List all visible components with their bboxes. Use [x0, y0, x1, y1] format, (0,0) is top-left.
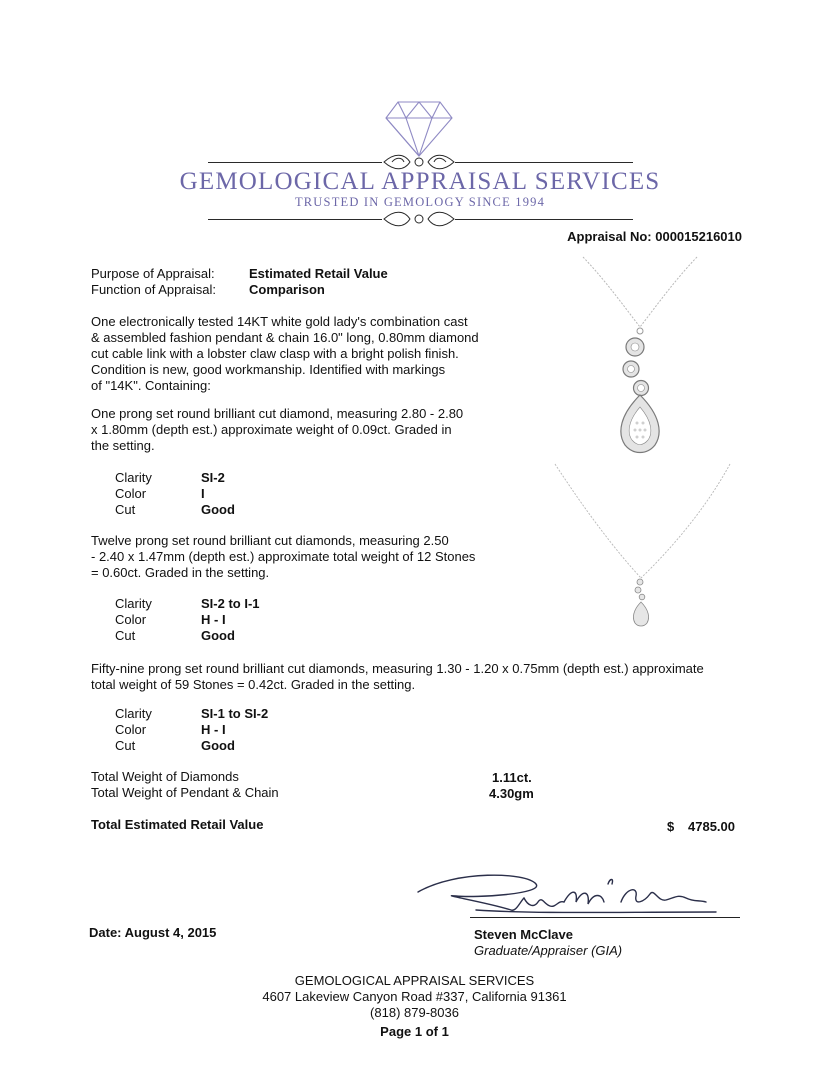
- total-pendant-value: 4.30gm: [489, 786, 534, 801]
- clarity-label: Clarity: [115, 706, 152, 721]
- description-line: of "14K". Containing:: [91, 378, 211, 393]
- header-rule-bottom-right: [455, 219, 633, 220]
- ornament-flourish-icon: [380, 208, 458, 230]
- cut-label: Cut: [115, 502, 136, 517]
- company-name: GEMOLOGICAL APPRAISAL SERVICES: [179, 168, 661, 195]
- footer-company: GEMOLOGICAL APPRAISAL SERVICES: [294, 973, 535, 988]
- color-label: Color: [115, 486, 147, 501]
- description-line: One electronically tested 14KT white gold lady's combination cast: [91, 314, 468, 329]
- purpose-label: Purpose of Appraisal:: [91, 266, 215, 281]
- cut-value: Good: [201, 738, 235, 753]
- clarity-value: SI-1 to SI-2: [201, 706, 269, 721]
- cut-value: Good: [201, 502, 235, 517]
- company-tagline: TRUSTED IN GEMOLOGY SINCE 1994: [294, 195, 546, 209]
- color-value: H - I: [201, 722, 226, 737]
- footer-phone: (818) 879-8036: [370, 1005, 459, 1020]
- header-rule-bottom-left: [208, 219, 382, 220]
- description-line: the setting.: [91, 438, 155, 453]
- description-line: - 2.40 x 1.47mm (depth est.) approximate total weight of 12 Stones: [91, 549, 476, 564]
- stone-group-description: [91, 406, 463, 454]
- footer-address: 4607 Lakeview Canyon Road #337, California 91361: [262, 989, 567, 1004]
- description-line: total weight of 59 Stones = 0.42ct. Graded in the setting.: [91, 677, 416, 692]
- clarity-value: SI-2: [201, 470, 225, 485]
- signature-line: [470, 917, 740, 918]
- stone-group-description: [91, 533, 475, 581]
- item-description: [91, 314, 479, 394]
- appraiser-name: Steven McClave: [474, 927, 573, 942]
- function-value: Comparison: [249, 282, 325, 297]
- total-pendant-label: Total Weight of Pendant & Chain: [91, 785, 279, 800]
- total-diamonds-label: Total Weight of Diamonds: [91, 769, 239, 784]
- pendant-closeup-photo: [575, 255, 705, 460]
- cut-label: Cut: [115, 738, 136, 753]
- function-label: Function of Appraisal:: [91, 282, 217, 297]
- color-label: Color: [115, 612, 147, 627]
- diamond-logo-icon: [384, 98, 454, 158]
- clarity-label: Clarity: [115, 596, 152, 611]
- color-label: Color: [115, 722, 147, 737]
- appraisal-number: Appraisal No: 000015216010: [567, 229, 742, 244]
- appraiser-title: Graduate/Appraiser (GIA): [474, 943, 623, 958]
- clarity-label: Clarity: [115, 470, 152, 485]
- cut-label: Cut: [115, 628, 136, 643]
- purpose-value: Estimated Retail Value: [249, 266, 388, 281]
- pendant-full-photo: [545, 460, 740, 635]
- description-line: cut cable link with a lobster claw clasp with a bright polish finish.: [91, 346, 459, 361]
- description-line: Twelve prong set round brilliant cut diamonds, measuring 2.50: [91, 533, 449, 548]
- stone-group-description: [91, 661, 704, 693]
- description-line: x 1.80mm (depth est.) approximate weight of 0.09ct. Graded in: [91, 422, 452, 437]
- header-rule-top-right: [455, 162, 633, 163]
- description-line: & assembled fashion pendant & chain 16.0" long, 0.80mm diamond: [91, 330, 479, 345]
- appraisal-date: Date: August 4, 2015: [89, 925, 217, 940]
- total-retail-value: 4785.00: [688, 819, 735, 834]
- appraiser-signature: [416, 862, 741, 922]
- color-value: H - I: [201, 612, 226, 627]
- header-rule-top-left: [208, 162, 382, 163]
- page-number: Page 1 of 1: [380, 1024, 449, 1039]
- total-diamonds-value: 1.11ct.: [492, 770, 532, 785]
- color-value: I: [201, 486, 205, 501]
- cut-value: Good: [201, 628, 235, 643]
- currency-symbol: $: [667, 819, 675, 834]
- clarity-value: SI-2 to I-1: [201, 596, 260, 611]
- description-line: Fifty-nine prong set round brilliant cut diamonds, measuring 1.30 - 1.20 x 0.75mm (depth est.) approximate: [91, 661, 704, 676]
- description-line: One prong set round brilliant cut diamond, measuring 2.80 - 2.80: [91, 406, 464, 421]
- description-line: = 0.60ct. Graded in the setting.: [91, 565, 270, 580]
- total-retail-label: Total Estimated Retail Value: [91, 817, 264, 832]
- description-line: Condition is new, good workmanship. Identified with markings: [91, 362, 446, 377]
